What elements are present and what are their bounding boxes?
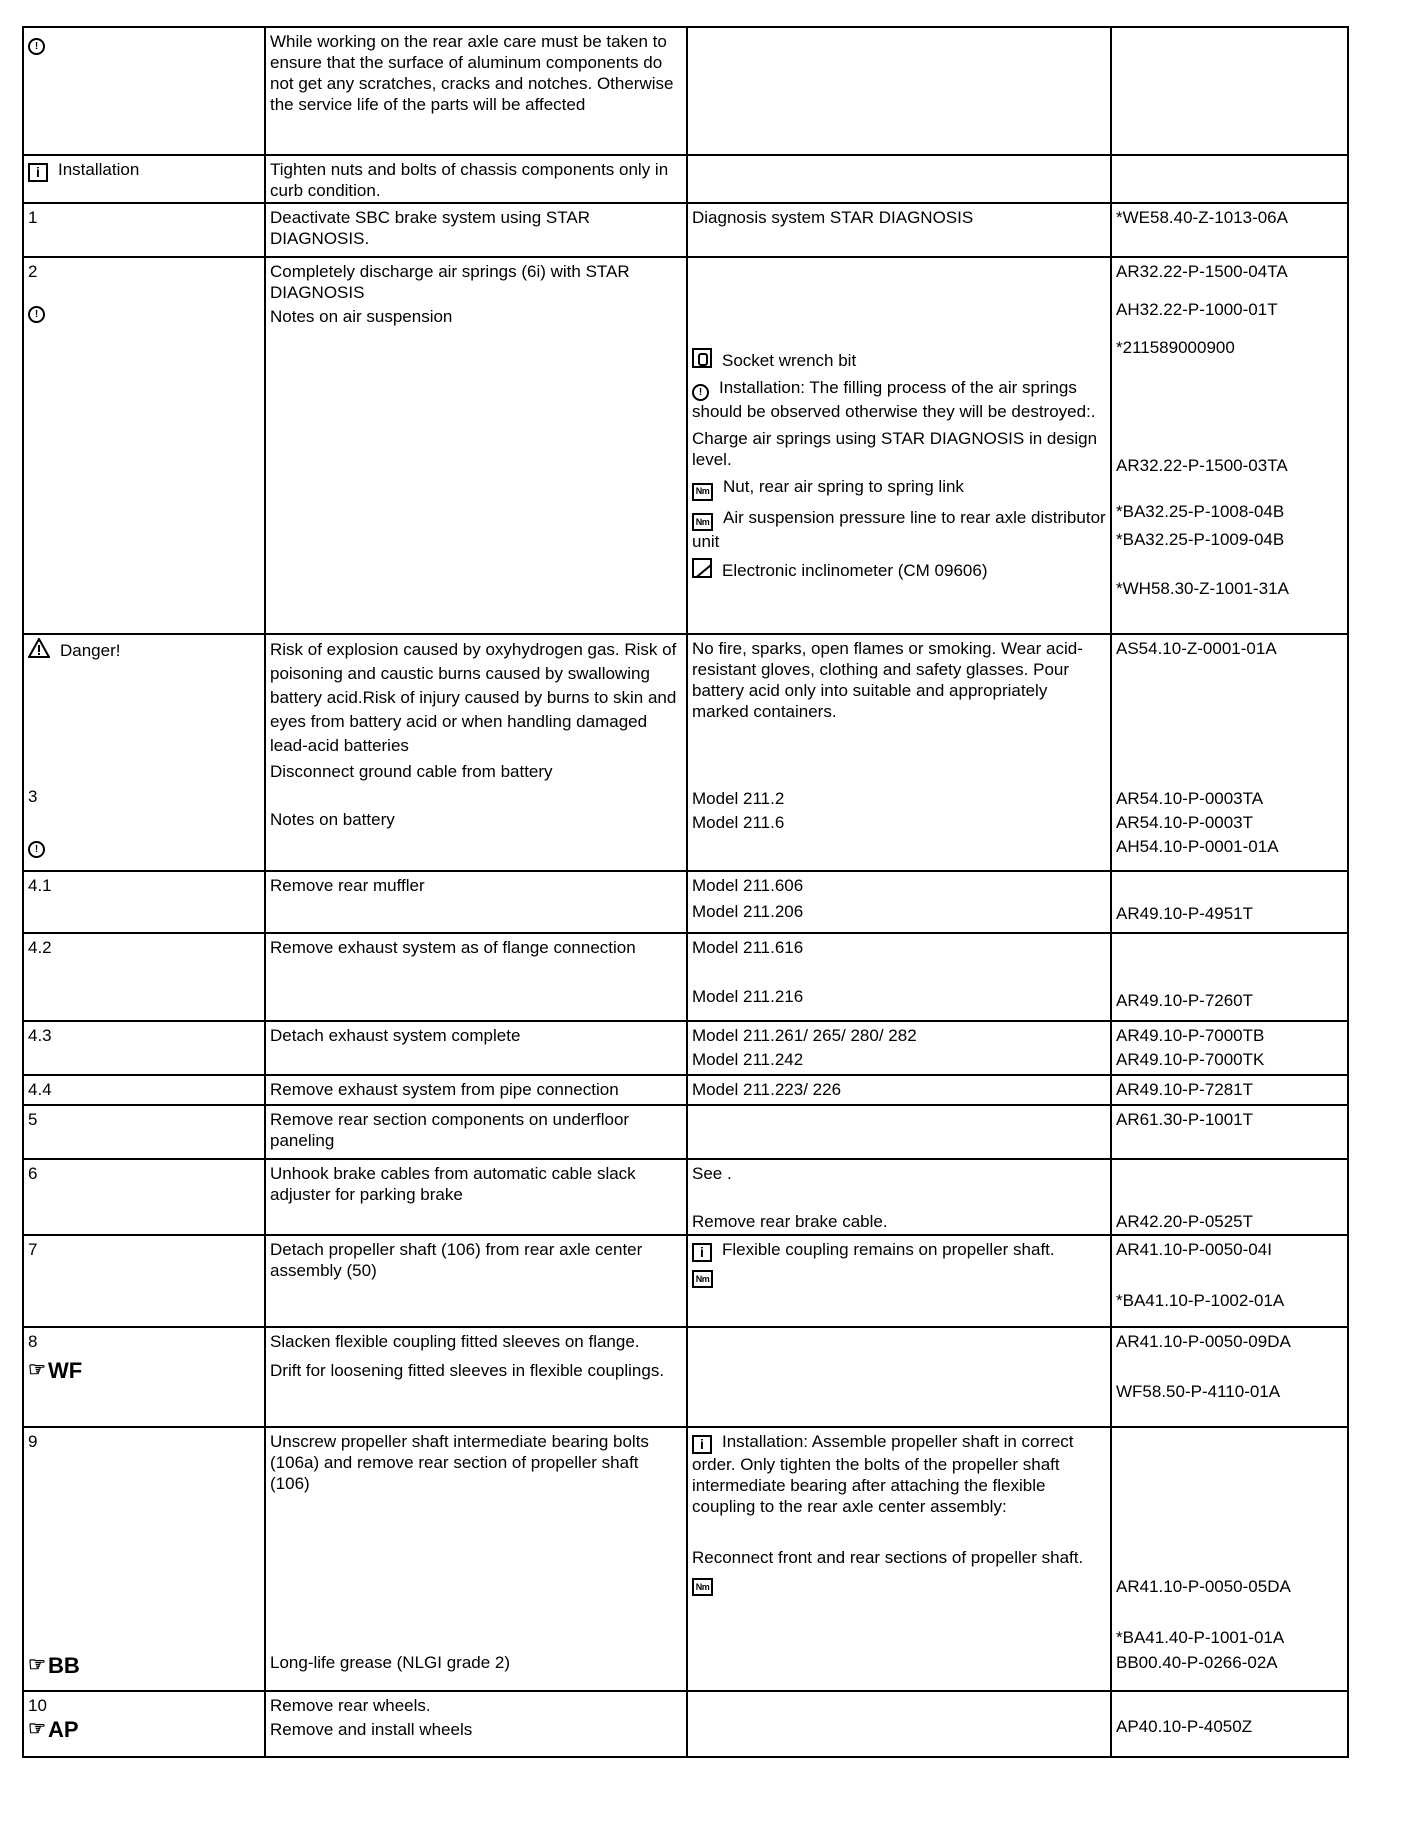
detail-cell: No fire, sparks, open flames or smoking. Wear acid-resistant gloves, clothing and safety glasses. Pour battery acid only into suitable and appropriately marked containers. Model 211.2 Model 211.6 <box>687 634 1111 871</box>
reference-link[interactable]: AP40.10-P-4050Z <box>1116 1717 1253 1736</box>
reference-link[interactable]: *WE58.40-Z-1013-06A <box>1116 208 1288 227</box>
table-row <box>23 1691 1348 1757</box>
step-cell: 8 ☞ WF <box>23 1327 265 1427</box>
table-row <box>23 1327 1348 1427</box>
description-cell: Remove exhaust system as of flange connection <box>265 933 687 1021</box>
reference-link[interactable]: AH54.10-P-0001-01A <box>1116 837 1279 856</box>
reference-link[interactable]: AS54.10-Z-0001-01A <box>1116 639 1277 658</box>
description-cell: Remove rear wheels. Remove and install wheels <box>265 1691 687 1757</box>
reference-link[interactable]: AR61.30-P-1001T <box>1116 1110 1254 1129</box>
reference-link[interactable]: AR41.10-P-0050-05DA <box>1116 1577 1291 1596</box>
step-cell: 4.1 <box>23 871 265 933</box>
step-cell: 4.3 <box>23 1021 265 1075</box>
step-cell: 4.4 <box>23 1075 265 1105</box>
table-row <box>23 1235 1348 1327</box>
table-row <box>23 257 1348 634</box>
reference-cell <box>1111 1105 1348 1159</box>
description-cell: While working on the rear axle care must be taken to ensure that the surface of aluminum components do not get any scratches, cracks and notches. Otherwise the service life of the parts will be affected <box>265 27 687 155</box>
description-cell: Unscrew propeller shaft intermediate bearing bolts (106a) and remove rear section of propeller shaft (106) Long-life grease (NLGI grade 2) <box>265 1427 687 1691</box>
note-icon: ! <box>28 38 45 55</box>
step-cell: 5 <box>23 1105 265 1159</box>
measuring-icon <box>692 558 712 578</box>
reference-link[interactable]: AR42.20-P-0525T <box>1116 1212 1254 1231</box>
reference-cell <box>1111 634 1348 871</box>
reference-link[interactable]: *BA41.10-P-1002-01A <box>1116 1291 1285 1310</box>
reference-cell <box>1111 1427 1348 1691</box>
reference-cell <box>1111 1159 1348 1235</box>
description-cell: Unhook brake cables from automatic cable slack adjuster for parking brake <box>265 1159 687 1235</box>
step-cell: 7 <box>23 1235 265 1327</box>
torque-icon: Nm <box>692 483 713 501</box>
reference-cell <box>1111 203 1348 257</box>
note-icon: ! <box>28 841 45 858</box>
reference-cell <box>1111 871 1348 933</box>
detail-cell: Socket wrench bit ! Installation: The filling process of the air springs should be observed otherwise they will be destroyed:. Charge air springs using STAR DIAGNOSIS in design level. Nm Nut, rear air spring to spring link Nm Air suspension pressure line to rear axle distributor unit Electronic inclinometer (CM 09606) <box>687 257 1111 634</box>
detail-cell: i Installation: Assemble propeller shaft in correct order. Only tighten the bolts of the propeller shaft intermediate bearing after attaching the flexible coupling to the rear axle center assembly: Reconnect front and rear sections of propeller shaft. Nm <box>687 1427 1111 1691</box>
detail-cell <box>687 1691 1111 1757</box>
detail-cell: Model 211.223/ 226 <box>687 1075 1111 1105</box>
warning-triangle-icon <box>28 638 50 658</box>
table-row <box>23 871 1348 933</box>
description-cell: Slacken flexible coupling fitted sleeves on flange. Drift for loosening fitted sleeves in flexible couplings. <box>265 1327 687 1427</box>
detail-cell <box>687 155 1111 203</box>
reference-cell <box>1111 933 1348 1021</box>
step-cell: i Installation <box>23 155 265 203</box>
reference-cell <box>1111 1075 1348 1105</box>
reference-cell <box>1111 155 1348 203</box>
table-row <box>23 1159 1348 1235</box>
torque-icon: Nm <box>692 1270 713 1288</box>
detail-cell <box>687 1105 1111 1159</box>
table-row <box>23 203 1348 257</box>
step-cell <box>23 27 265 155</box>
reference-link[interactable]: AR49.10-P-7000TK <box>1116 1050 1265 1069</box>
reference-link[interactable]: AR54.10-P-0003T <box>1116 813 1254 832</box>
table-row <box>23 155 1348 203</box>
reference-cell <box>1111 1327 1348 1427</box>
table-row <box>23 1427 1348 1691</box>
step-cell: 1 <box>23 203 265 257</box>
description-cell: Detach exhaust system complete <box>265 1021 687 1075</box>
reference-link[interactable]: AR32.22-P-1500-04TA <box>1116 262 1288 281</box>
detail-cell: Diagnosis system STAR DIAGNOSIS <box>687 203 1111 257</box>
description-cell: Tighten nuts and bolts of chassis components only in curb condition. <box>265 155 687 203</box>
reference-link[interactable]: AH32.22-P-1000-01T <box>1116 300 1278 319</box>
description-cell: Risk of explosion caused by oxyhydrogen gas. Risk of poisoning and caustic burns caused by swallowing battery acid.Risk of injury caused by burns to skin and eyes from battery acid or when handling damaged lead-acid batteries Disconnect ground cable from battery Notes on battery <box>265 634 687 871</box>
reference-cell <box>1111 1021 1348 1075</box>
pointing-hand-icon: ☞ AP <box>28 1717 79 1742</box>
torque-icon: Nm <box>692 1578 713 1596</box>
reference-link[interactable]: AR54.10-P-0003TA <box>1116 789 1264 808</box>
table-row <box>23 1105 1348 1159</box>
note-icon: ! <box>692 384 709 401</box>
step-cell: 2 ! <box>23 257 265 634</box>
reference-link[interactable]: AR49.10-P-7000TB <box>1116 1026 1265 1045</box>
detail-cell: Model 211.616 Model 211.216 <box>687 933 1111 1021</box>
info-icon: i <box>692 1435 712 1454</box>
description-cell: Remove exhaust system from pipe connection <box>265 1075 687 1105</box>
procedure-table <box>22 26 1349 1758</box>
reference-link[interactable]: *211589000900 <box>1116 338 1235 357</box>
detail-cell: Model 211.606 Model 211.206 <box>687 871 1111 933</box>
table-row <box>23 933 1348 1021</box>
step-cell: 10 ☞ AP <box>23 1691 265 1757</box>
step-cell: 9 ☞ BB <box>23 1427 265 1691</box>
detail-cell: i Flexible coupling remains on propeller shaft. Nm <box>687 1235 1111 1327</box>
description-cell: Remove rear section components on underfloor paneling <box>265 1105 687 1159</box>
detail-cell <box>687 27 1111 155</box>
reference-link[interactable]: AR41.10-P-0050-09DA <box>1116 1332 1291 1351</box>
reference-link[interactable]: AR32.22-P-1500-03TA <box>1116 456 1288 475</box>
reference-link[interactable]: *BA32.25-P-1009-04B <box>1116 530 1285 549</box>
reference-link[interactable]: AR49.10-P-7260T <box>1116 991 1254 1010</box>
reference-link[interactable]: *WH58.30-Z-1001-31A <box>1116 579 1289 598</box>
reference-link[interactable]: AR49.10-P-4951T <box>1116 904 1254 923</box>
step-cell: Danger! 3 ! <box>23 634 265 871</box>
info-icon: i <box>692 1243 712 1262</box>
table-row <box>23 27 1348 155</box>
description-cell: Remove rear muffler <box>265 871 687 933</box>
table-row <box>23 1021 1348 1075</box>
detail-cell <box>687 1327 1111 1427</box>
torque-icon: Nm <box>692 513 713 531</box>
note-icon: ! <box>28 306 45 323</box>
pointing-hand-icon: ☞ WF <box>28 1358 83 1383</box>
reference-cell <box>1111 1691 1348 1757</box>
pointing-hand-icon: ☞ BB <box>28 1653 80 1678</box>
reference-cell <box>1111 1235 1348 1327</box>
description-cell: Detach propeller shaft (106) from rear axle center assembly (50) <box>265 1235 687 1327</box>
detail-cell: Model 211.261/ 265/ 280/ 282 Model 211.242 <box>687 1021 1111 1075</box>
tool-icon <box>692 348 712 368</box>
info-icon: i <box>28 163 48 182</box>
reference-cell <box>1111 27 1348 155</box>
reference-link[interactable]: WF58.50-P-4110-01A <box>1116 1382 1281 1401</box>
description-cell: Deactivate SBC brake system using STAR DIAGNOSIS. <box>265 203 687 257</box>
reference-link[interactable]: AR49.10-P-7281T <box>1116 1080 1254 1099</box>
detail-cell: See . Remove rear brake cable. <box>687 1159 1111 1235</box>
reference-link[interactable]: *BA41.40-P-1001-01A <box>1116 1628 1285 1647</box>
reference-link[interactable]: *BA32.25-P-1008-04B <box>1116 502 1285 521</box>
table-row <box>23 1075 1348 1105</box>
step-cell: 6 <box>23 1159 265 1235</box>
step-cell: 4.2 <box>23 933 265 1021</box>
reference-cell <box>1111 257 1348 634</box>
description-cell: Completely discharge air springs (6i) with STAR DIAGNOSIS Notes on air suspension <box>265 257 687 634</box>
table-row <box>23 634 1348 871</box>
reference-link[interactable]: BB00.40-P-0266-02A <box>1116 1653 1278 1672</box>
reference-link[interactable]: AR41.10-P-0050-04I <box>1116 1240 1272 1259</box>
